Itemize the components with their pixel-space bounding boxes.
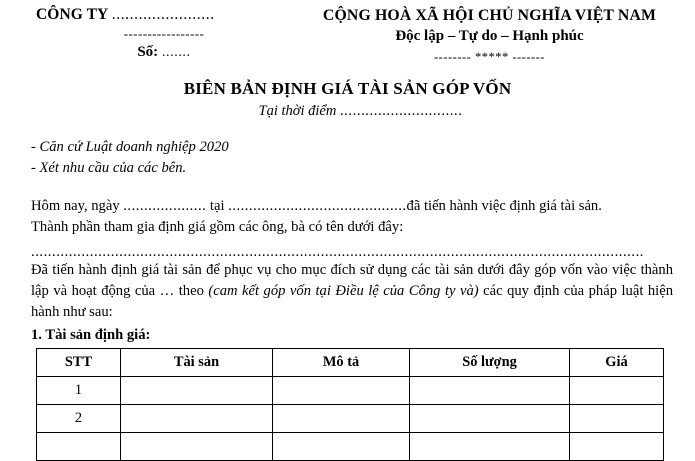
table-row (37, 432, 664, 460)
cell-quantity[interactable] (410, 404, 570, 432)
cell-asset[interactable] (121, 404, 273, 432)
national-title: CỘNG HOÀ XÃ HỘI CHỦ NGHĨA VIỆT NAM (322, 7, 657, 24)
cell-stt: 1 (37, 376, 121, 404)
table-row (37, 376, 664, 404)
valuation-paragraph (31, 260, 673, 323)
column-header-quantity: Số lượng (410, 348, 570, 376)
document-number-line (28, 43, 300, 63)
document-number-label: Số: (137, 43, 159, 60)
dotted-separator: .................................................................................................................................................. (31, 247, 644, 257)
participants-line: Thành phần tham gia định giá gồm các ông, bà có tên dưới đây: (31, 218, 404, 235)
cell-stt (37, 432, 121, 460)
column-header-asset: Tài sản (121, 348, 273, 376)
legal-basis-line-2: - Xét nhu cầu của các bên. (31, 160, 187, 177)
valuation-text-part-1: Đã tiến hành định giá tài sản để phục vụ cho mục đích sử dụng các tài sản dưới đây góp vốn vào việc thành lập và hoạt động của … theo (31, 261, 673, 299)
cell-stt: 2 (37, 404, 121, 432)
valuation-commitment-clause: (cam kết góp vốn tại Điều lệ của Công ty và) (208, 282, 479, 299)
cell-description[interactable] (273, 404, 410, 432)
document-number-dots-leader: ....... (161, 44, 191, 60)
column-header-price: Giá (570, 348, 664, 376)
column-header-description: Mô tả (273, 348, 410, 376)
legal-basis-line-1: - Căn cứ Luật doanh nghiệp 2020 (31, 139, 229, 156)
asset-valuation-table (36, 348, 664, 461)
document-body (0, 137, 695, 460)
valuation-text-part-2: các quy định của pháp luật hiện hành như sau: (31, 282, 674, 320)
header-left-block (0, 6, 300, 62)
title-subtitle-label: Tại thời điểm (258, 103, 337, 120)
company-line (28, 6, 300, 24)
company-label: CÔNG TY (36, 6, 108, 23)
meeting-location-label: tại (209, 197, 225, 214)
header-right-block (300, 6, 695, 65)
section-heading-assets: 1. Tài sản định giá: (31, 326, 151, 343)
cell-description[interactable] (273, 376, 410, 404)
stars-divider: -------- ***** ------- (434, 49, 545, 64)
company-dots-leader: ....................... (111, 6, 215, 23)
cell-price[interactable] (570, 432, 664, 460)
cell-quantity[interactable] (410, 376, 570, 404)
title-block (0, 79, 695, 120)
page-title: BIÊN BẢN ĐỊNH GIÁ TÀI SẢN GÓP VỐN (183, 79, 512, 99)
meeting-date-prefix: Hôm nay, ngày (31, 197, 120, 214)
table-header-row (37, 348, 664, 376)
document-header (0, 0, 695, 65)
cell-price[interactable] (570, 376, 664, 404)
national-motto: Độc lập – Tự do – Hạnh phúc (395, 28, 584, 45)
meeting-date-line (31, 196, 673, 217)
cell-description[interactable] (273, 432, 410, 460)
title-subtitle (0, 103, 695, 120)
meeting-date-dots-leader: .................... (123, 197, 207, 214)
cell-quantity[interactable] (410, 432, 570, 460)
cell-asset[interactable] (121, 432, 273, 460)
meeting-date-suffix: đã tiến hành việc định giá tài sản. (406, 197, 602, 214)
table-row (37, 404, 664, 432)
title-subtitle-dots-leader: ............................. (339, 103, 463, 120)
header-dash-rule: ----------------- (123, 26, 205, 41)
cell-asset[interactable] (121, 376, 273, 404)
column-header-stt: STT (37, 348, 121, 376)
cell-price[interactable] (570, 404, 664, 432)
meeting-location-dots-leader: ........................................... (228, 197, 407, 214)
